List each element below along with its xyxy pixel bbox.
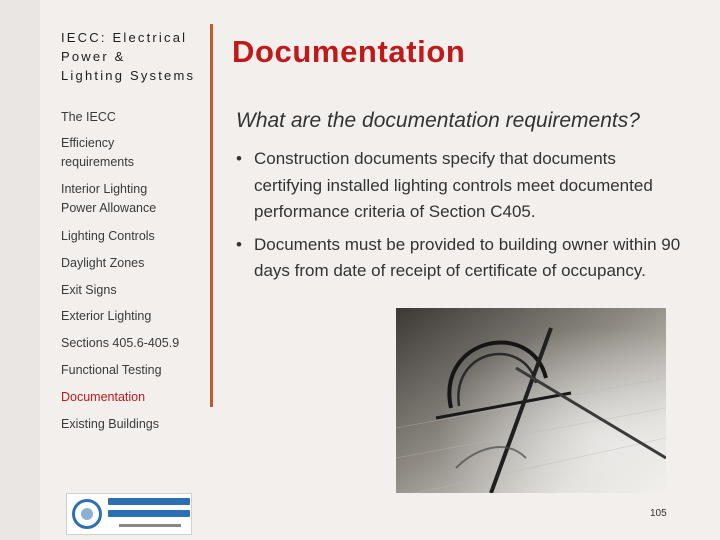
logo-wordmark-line [108, 498, 190, 505]
nav-item-the-iecc[interactable]: The IECC [61, 110, 116, 124]
logo-seal-icon [72, 499, 102, 529]
nav-item-interior-lighting-power-allowance[interactable]: Interior Lighting Power Allowance [61, 182, 157, 215]
nav-item-daylight-zones[interactable]: Daylight Zones [61, 256, 145, 270]
bullet-text: Documents must be provided to building owner within 90 days from date of receipt of certificate of occupancy. [254, 234, 681, 280]
page-number: 105 [650, 508, 667, 519]
bullet-marker: • [236, 149, 242, 168]
academy-logo [66, 493, 192, 535]
question-heading: What are the documentation requirements? [236, 109, 640, 132]
nav-item-functional-testing[interactable]: Functional Testing [61, 363, 162, 377]
nav-item-existing-buildings[interactable]: Existing Buildings [61, 417, 159, 431]
logo-tagline-line [119, 524, 181, 527]
bullet-text: Construction documents specify that documents certifying installed lighting controls meet documented performance criteria of Section C405. [254, 149, 653, 221]
course-title: IECC: Electrical Power & Lighting Systems [61, 30, 196, 83]
logo-wordmark-line [108, 510, 190, 517]
bullet-item [236, 146, 686, 226]
bullet-item [236, 232, 686, 285]
nav-item-exit-signs[interactable]: Exit Signs [61, 283, 117, 297]
bullet-list [236, 146, 686, 291]
nav-item-efficiency-requirements[interactable]: Efficiency requirements [61, 136, 134, 169]
nav-item-lighting-controls[interactable]: Lighting Controls [61, 229, 155, 243]
nav-item-documentation[interactable]: Documentation [61, 390, 146, 404]
paperclip-photo [396, 308, 666, 493]
nav-item-sections-405-6-405-9[interactable]: Sections 405.6-405.9 [61, 336, 180, 350]
nav-item-exterior-lighting[interactable]: Exterior Lighting [61, 309, 152, 323]
paperclip-image [396, 308, 666, 493]
vertical-divider [210, 24, 213, 407]
page-title: Documentation [232, 34, 466, 69]
left-margin-band [0, 0, 40, 540]
bullet-marker: • [236, 234, 242, 254]
